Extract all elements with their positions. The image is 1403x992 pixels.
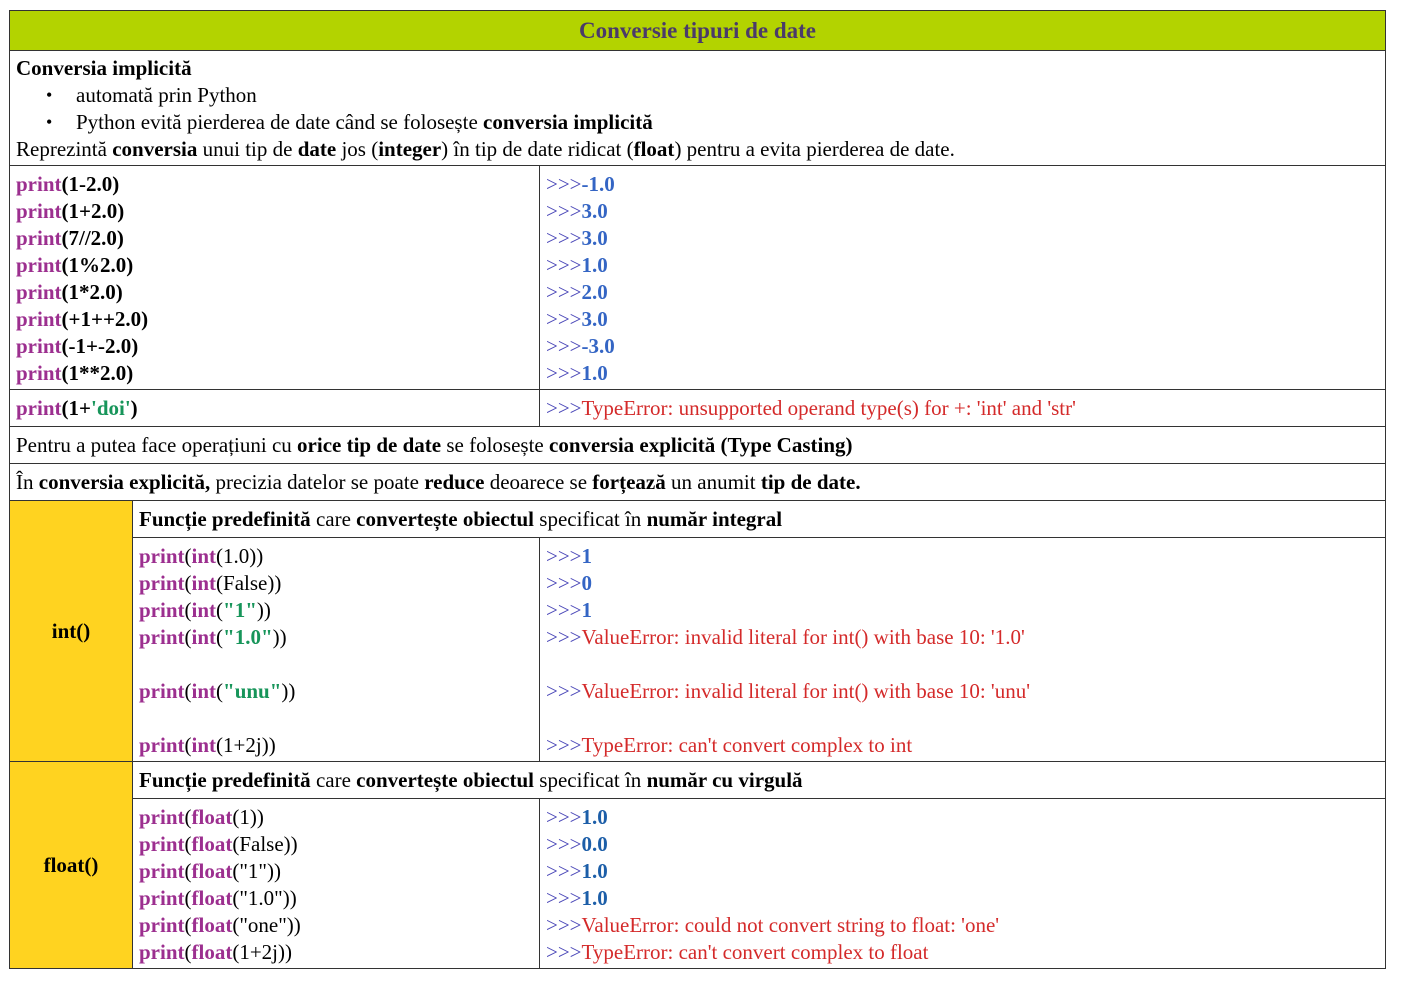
list-item — [76, 82, 1385, 109]
output-prompt: >>> — [546, 571, 582, 595]
implicit-conversion-cell — [10, 51, 1386, 166]
arith-output-cell — [540, 166, 1386, 390]
output-error: ValueError: invalid literal for int() with base 10: 'unu' — [581, 679, 1030, 703]
output-value: 0 — [581, 571, 593, 595]
text: specificat în — [534, 767, 647, 792]
output-prompt: >>> — [546, 805, 582, 829]
float-code-cell — [133, 799, 540, 969]
code-text: ( — [184, 598, 192, 622]
bold-text: orice tip de date — [297, 432, 442, 457]
code-function: int — [191, 571, 217, 595]
code-function: int — [191, 544, 217, 568]
code-line — [139, 678, 539, 705]
bold-text: număr integral — [646, 506, 783, 531]
implicit-row — [10, 51, 1386, 166]
code-line — [139, 939, 539, 966]
code-text: ( — [184, 832, 192, 856]
text: Pentru a putea face operațiuni cu — [16, 432, 298, 457]
output-prompt: >>> — [546, 940, 582, 964]
output-line — [546, 912, 1385, 939]
code-keyword: print — [139, 805, 185, 829]
code-text: ("1.0")) — [232, 886, 297, 910]
code-function: float — [191, 859, 233, 883]
code-keyword: print — [139, 886, 185, 910]
spacer — [546, 705, 1385, 732]
code-line — [16, 252, 539, 279]
code-keyword: print — [139, 859, 185, 883]
explicit-intro-cell — [10, 427, 1386, 464]
output-prompt: >>> — [546, 307, 582, 331]
int-description-cell — [133, 501, 1386, 538]
output-prompt: >>> — [546, 361, 582, 385]
code-text: ( — [184, 940, 192, 964]
text: jos ( — [336, 137, 379, 161]
code-line — [16, 333, 539, 360]
bold-text: integer — [378, 137, 442, 161]
output-error: TypeError: can't convert complex to float — [581, 940, 929, 964]
code-function: float — [191, 913, 233, 937]
code-keyword: print — [16, 280, 62, 304]
output-prompt: >>> — [546, 226, 582, 250]
output-error: TypeError: can't convert complex to int — [581, 733, 913, 757]
code-text: ("one")) — [232, 913, 301, 937]
code-text: (1)) — [232, 805, 264, 829]
bullet-text: Python evită pierderea de date când se folosește — [76, 110, 484, 134]
bold-text: conversia — [112, 137, 198, 161]
explicit-precision-row — [10, 464, 1386, 501]
bullet-text: automată prin Python — [76, 83, 257, 107]
code-text: ( — [184, 733, 192, 757]
bold-text: date — [297, 137, 337, 161]
str-error-row — [10, 390, 1386, 427]
code-keyword: print — [139, 940, 185, 964]
explicit-intro-row — [10, 427, 1386, 464]
code-function: float — [191, 886, 233, 910]
code-text: ( — [216, 679, 224, 703]
bold-text: forțează — [592, 469, 666, 494]
text: deoarece se — [484, 469, 593, 494]
output-prompt: >>> — [546, 334, 582, 358]
code-line — [139, 570, 539, 597]
code-string: "unu" — [223, 679, 282, 703]
bold-text: conversia explicită, — [38, 469, 211, 494]
output-value: 3.0 — [581, 199, 608, 223]
bold-text: convertește obiectul — [356, 767, 535, 792]
output-line — [546, 939, 1385, 966]
code-text: ( — [184, 859, 192, 883]
int-code-cell — [133, 538, 540, 762]
output-value: 1 — [581, 598, 593, 622]
output-line — [546, 198, 1385, 225]
output-prompt: >>> — [546, 733, 582, 757]
text: se folosește — [441, 432, 549, 457]
code-function: float — [191, 940, 233, 964]
code-line — [139, 732, 539, 759]
code-text: (+1++2.0) — [61, 307, 149, 331]
code-text: (1%2.0) — [61, 253, 134, 277]
float-examples-row — [10, 799, 1386, 969]
output-line — [546, 360, 1385, 387]
code-text: (False)) — [232, 832, 298, 856]
bold-text: convertește obiectul — [356, 506, 535, 531]
code-text: (1+2j)) — [216, 733, 276, 757]
output-prompt: >>> — [546, 395, 582, 420]
text: un anumit — [665, 469, 761, 494]
code-keyword: print — [16, 361, 62, 385]
float-desc-row — [10, 762, 1386, 799]
bold-text: reduce — [424, 469, 485, 494]
code-keyword: print — [16, 334, 62, 358]
bold-text: număr cu virgulă — [646, 767, 803, 792]
code-keyword: print — [16, 226, 62, 250]
output-value: 0.0 — [581, 832, 608, 856]
output-prompt: >>> — [546, 859, 582, 883]
output-prompt: >>> — [546, 280, 582, 304]
output-value: 3.0 — [581, 307, 608, 331]
code-function: int — [191, 598, 217, 622]
output-line — [546, 678, 1385, 705]
code-text: (1+ — [61, 395, 91, 420]
code-keyword: print — [139, 733, 185, 757]
code-text: (1+2.0) — [61, 199, 125, 223]
int-label: int() — [10, 501, 133, 762]
code-line — [16, 360, 539, 387]
code-line — [16, 306, 539, 333]
code-text: ( — [184, 913, 192, 937]
code-text: )) — [272, 625, 287, 649]
float-output-cell — [540, 799, 1386, 969]
text: În — [16, 469, 39, 494]
code-line — [139, 912, 539, 939]
code-line — [16, 279, 539, 306]
code-line — [16, 198, 539, 225]
code-text: ) — [130, 395, 138, 420]
code-text: ( — [184, 544, 192, 568]
code-text: ( — [184, 886, 192, 910]
output-line — [546, 732, 1385, 759]
output-line — [546, 831, 1385, 858]
code-function: float — [191, 832, 233, 856]
text: Reprezintă — [16, 137, 113, 161]
spacer — [139, 705, 539, 732]
output-line — [546, 597, 1385, 624]
conversion-table-sheet — [9, 10, 1385, 969]
code-text: (1*2.0) — [61, 280, 123, 304]
output-prompt: >>> — [546, 886, 582, 910]
output-value: 1.0 — [581, 859, 608, 883]
str-error-output-cell — [540, 390, 1386, 427]
output-line — [546, 171, 1385, 198]
output-line — [546, 543, 1385, 570]
code-string: "1.0" — [223, 625, 273, 649]
code-text: )) — [256, 598, 271, 622]
output-value: 1.0 — [581, 253, 608, 277]
text: unui tip de — [197, 137, 298, 161]
output-prompt: >>> — [546, 913, 582, 937]
implicit-heading: Conversia implicită — [16, 56, 192, 80]
output-line — [546, 858, 1385, 885]
code-text: ( — [184, 679, 192, 703]
bold-text: Funcție predefinită — [139, 767, 311, 792]
list-item — [76, 109, 1385, 136]
code-text: ( — [184, 625, 192, 649]
output-value: 2.0 — [581, 280, 608, 304]
code-text: ( — [216, 625, 224, 649]
code-keyword: print — [16, 307, 62, 331]
code-keyword: print — [139, 598, 185, 622]
code-keyword: print — [16, 253, 62, 277]
code-line — [139, 885, 539, 912]
code-line — [139, 831, 539, 858]
spacer — [546, 651, 1385, 678]
text: ) în tip de date ridicat ( — [441, 137, 634, 161]
output-value: 1.0 — [581, 805, 608, 829]
conversion-table — [9, 10, 1386, 969]
output-error: ValueError: invalid literal for int() with base 10: '1.0' — [581, 625, 1025, 649]
text: care — [310, 767, 357, 792]
text: specificat în — [534, 506, 647, 531]
code-keyword: print — [16, 172, 62, 196]
arith-examples-row — [10, 166, 1386, 390]
bold-text: tip de date. — [760, 469, 861, 494]
output-prompt: >>> — [546, 172, 582, 196]
code-keyword: print — [139, 571, 185, 595]
output-prompt: >>> — [546, 253, 582, 277]
code-function: float — [191, 805, 233, 829]
code-text: (7//2.0) — [61, 226, 124, 250]
output-line — [546, 570, 1385, 597]
code-function: int — [191, 625, 217, 649]
bold-text: float — [633, 137, 675, 161]
code-text: )) — [281, 679, 296, 703]
output-line — [546, 885, 1385, 912]
output-prompt: >>> — [546, 199, 582, 223]
bold-text: conversia explicită (Type Casting) — [549, 432, 853, 457]
code-keyword: print — [139, 679, 185, 703]
code-line — [139, 624, 539, 651]
output-prompt: >>> — [546, 832, 582, 856]
bullet-bold-text: conversia implicită — [483, 110, 653, 134]
output-line — [546, 225, 1385, 252]
code-keyword: print — [139, 544, 185, 568]
output-line — [546, 804, 1385, 831]
str-error-code-cell — [10, 390, 540, 427]
code-line — [139, 804, 539, 831]
code-function: int — [191, 733, 217, 757]
int-examples-row — [10, 538, 1386, 762]
code-line — [139, 858, 539, 885]
implicit-description — [16, 136, 1385, 163]
code-text: (-1+-2.0) — [61, 334, 139, 358]
code-text: ( — [184, 571, 192, 595]
code-keyword: print — [139, 913, 185, 937]
implicit-bullet-list — [16, 82, 1385, 136]
output-prompt: >>> — [546, 544, 582, 568]
output-line — [546, 279, 1385, 306]
output-line — [546, 624, 1385, 651]
title-row — [10, 11, 1386, 51]
output-value: 3.0 — [581, 226, 608, 250]
output-line — [546, 252, 1385, 279]
output-value: 1.0 — [581, 361, 608, 385]
output-line — [546, 306, 1385, 333]
output-value: -3.0 — [581, 334, 615, 358]
output-error: ValueError: could not convert string to float: 'one' — [581, 913, 1000, 937]
output-prompt: >>> — [546, 598, 582, 622]
page-title: Conversie tipuri de date — [10, 11, 1386, 51]
code-function: int — [191, 679, 217, 703]
code-keyword: print — [139, 625, 185, 649]
output-line — [546, 333, 1385, 360]
int-output-cell — [540, 538, 1386, 762]
code-keyword: print — [16, 199, 62, 223]
code-text: (1.0)) — [216, 544, 264, 568]
output-value: -1.0 — [581, 172, 615, 196]
code-keyword: print — [139, 832, 185, 856]
bold-text: Funcție predefinită — [139, 506, 311, 531]
explicit-precision-cell — [10, 464, 1386, 501]
text: care — [310, 506, 357, 531]
code-line — [16, 225, 539, 252]
code-text: ( — [184, 805, 192, 829]
code-text: ( — [216, 598, 224, 622]
code-string: "1" — [223, 598, 257, 622]
output-error: TypeError: unsupported operand type(s) for +: 'int' and 'str' — [581, 395, 1076, 420]
output-prompt: >>> — [546, 679, 582, 703]
code-text: (1-2.0) — [61, 172, 120, 196]
code-text: ("1")) — [232, 859, 281, 883]
text: precizia datelor se poate — [210, 469, 425, 494]
code-keyword: print — [16, 395, 62, 420]
float-label: float() — [10, 762, 133, 969]
code-string: 'doi' — [90, 395, 131, 420]
code-text: (False)) — [216, 571, 282, 595]
int-desc-row — [10, 501, 1386, 538]
code-line — [139, 543, 539, 570]
output-prompt: >>> — [546, 625, 582, 649]
code-text: (1+2j)) — [232, 940, 293, 964]
float-description-cell — [133, 762, 1386, 799]
output-value: 1 — [581, 544, 593, 568]
output-value: 1.0 — [581, 886, 608, 910]
code-line — [139, 597, 539, 624]
code-text: (1**2.0) — [61, 361, 134, 385]
arith-code-cell — [10, 166, 540, 390]
spacer — [139, 651, 539, 678]
text: ) pentru a evita pierderea de date. — [674, 137, 955, 161]
code-line — [16, 171, 539, 198]
